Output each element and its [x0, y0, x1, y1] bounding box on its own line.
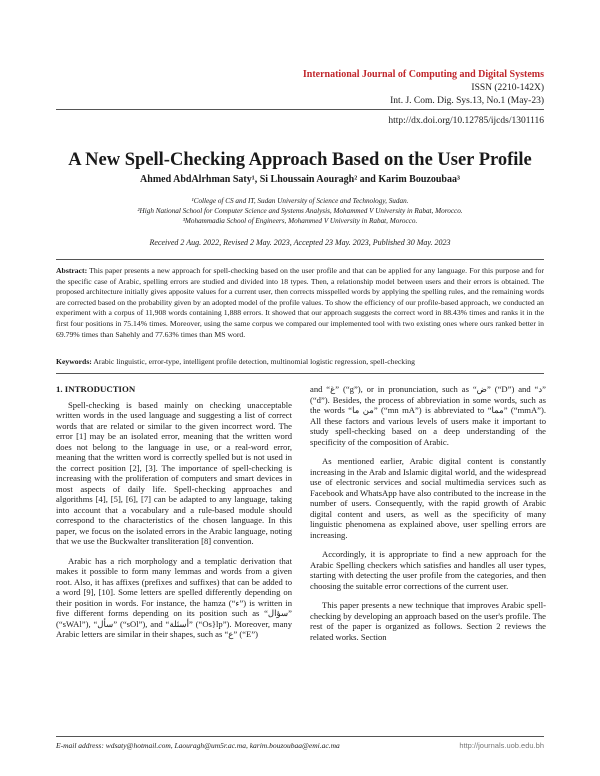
paragraph: and “غ” (“g”), or in pronunciation, such as “ض” (“D”) and “د” (“d”). Besides, the process of abbreviation in some words, such as the words “من ما” (“mn mA”) is abbreviated to “مما” (“mmA”). All these factors and various levels of users make it important to study spell-checking based on a deep understanding of the specificity of the composition of Arabic.: [310, 384, 547, 447]
paper-title: A New Spell-Checking Approach Based on the User Profile: [68, 150, 532, 170]
section-heading: 1. INTRODUCTION: [56, 384, 136, 394]
footer-rule: [56, 736, 544, 737]
journal-url[interactable]: http://journals.uob.edu.bh: [459, 741, 544, 750]
abstract-bottom-rule: [56, 373, 544, 374]
journal-header: [303, 68, 544, 109]
paragraph: Arabic has a rich morphology and a templatic derivation that makes it possible to form many lemmas and words from a given root. Also, it has affixes (prefixes and suffixes) that can be added to a word [9], [10]. Some letters are spelled differently depending on their position in words. For instance, the hamza (“ء”) is written in five different forms depending on its position such as “سؤال” (“sWAl”), “سأل” (“sOl”), and “أسئلة” (“Os}lp”). Moreover, many Arabic letters are similar in their shapes, such as “ع” (“E”): [56, 555, 293, 639]
authors: Ahmed AbdAlrhman Saty¹, Si Lhoussain Aouragh² and Karim Bouzoubaa³: [140, 174, 460, 185]
paragraph: This paper presents a new technique that improves Arabic spell-checking by developing an approach based on the user's profile. The rest of the paper is organized as follows. Section 2 reviews the related works. Section: [310, 600, 546, 642]
email-addresses: E-mail address: wdsaty@hotmail.com, Laouragh@um5r.ac.ma, karim.bouzoubaa@emi.ac.ma: [56, 741, 340, 750]
paragraph: As mentioned earlier, Arabic digital content is constantly increasing in the Arab and Islamic digital world, and the widespread use of electronic services and social multimedia services such as Facebook and WhatsApp have also contributed to the increase in the number of users. Consequently, with the rapid growth of Arabic digital content and users, as well as the specificity of many linguistic phenomena as explained above, user spelling errors are increasing.: [310, 456, 546, 540]
keywords-text: Arabic linguistic, error-type, intelligent profile detection, multinomial logistic regression, spell-checking: [91, 357, 415, 366]
citation: Int. J. Com. Dig. Sys.13, No.1 (May-23): [390, 96, 544, 106]
issn: ISSN (2210-142X): [471, 82, 544, 93]
affiliation-1: ¹College of CS and IT, Sudan University of Science and Technology, Sudan.: [191, 197, 409, 205]
abstract-text: This paper presents a new approach for spell-checking based on the user profile and that can be applied for any language. For this purpose and for the specific case of Arabic, spelling errors are studied and divided into 18 types. Then, a relationship model between users and their errors is obtained. The proposed architecture initially gives apposite values for a current user, then corrects misspelled words by applying the spelling rules, and the remaining words are corrected based on the probability given by an adopted model of the profile values. To show the efficiency of our profile-based approach, we conducted an experiment with a corpus of 11,908 words containing 1,888 errors. It showed that our approach suggests the correct word in 88.43% times and ranks it in the first four positions in 75.14% times. Moreover, using the same corpus we compared our implemented tool with two existing ones where ours ranked better in 69.79% times than Sahehly and 77.63% times than MS word.: [56, 266, 544, 339]
footer: [56, 741, 544, 750]
keywords: [56, 357, 544, 368]
keywords-label: Keywords:: [56, 357, 92, 366]
paragraph: Accordingly, it is appropriate to find a new approach for the Arabic Spelling checkers which satisfies and handles all user types, starting with detecting the user profile from the categories, and then choosing the suitable error corrections of the current user.: [310, 549, 546, 591]
affiliation-2: ²High National School for Computer Science and Systems Analysis, Mohammed V University in Rabat, Morocco.: [137, 207, 463, 215]
abstract-top-rule: [56, 259, 544, 260]
abstract: [56, 266, 544, 340]
affiliation-3: ³Mohammadia School of Engineers, Mohammed V University in Rabat, Morocco.: [182, 217, 418, 225]
doi-link[interactable]: http://dx.doi.org/10.12785/ijcds/1301116: [388, 116, 544, 126]
abstract-label: Abstract:: [56, 266, 88, 275]
left-column: [56, 384, 292, 649]
header-rule: [56, 109, 544, 110]
paragraph: Spell-checking is based mainly on checking unacceptable written words in the used language and suggesting a list of correct words that are related or similar to the given incorrect word. The error [1] may be an isolated error, meaning that the written word does not belong to the language in use, or a real-word error, meaning that the written word is correctly spelled but is not used in the correct position [2], [3]. The importance of spell-checking is increasing with the proliferation of computers and smart devices in most aspects of daily life. Spell-checking approaches and algorithms [4], [5], [6], [7] can be adapted to any language, taking into account that a vocabulary and a rule-based module should correspond to the characteristics of the chosen language. In this paper, we focus on the isolated errors in the Arabic language, noting that we use the Buckwalter transliteration [8] convention.: [56, 399, 292, 546]
publication-dates: Received 2 Aug. 2022, Revised 2 May. 2023, Accepted 23 May. 2023, Published 30 May. 2023: [149, 238, 451, 247]
right-column: [310, 384, 546, 651]
journal-name: International Journal of Computing and Digital Systems: [302, 69, 544, 80]
